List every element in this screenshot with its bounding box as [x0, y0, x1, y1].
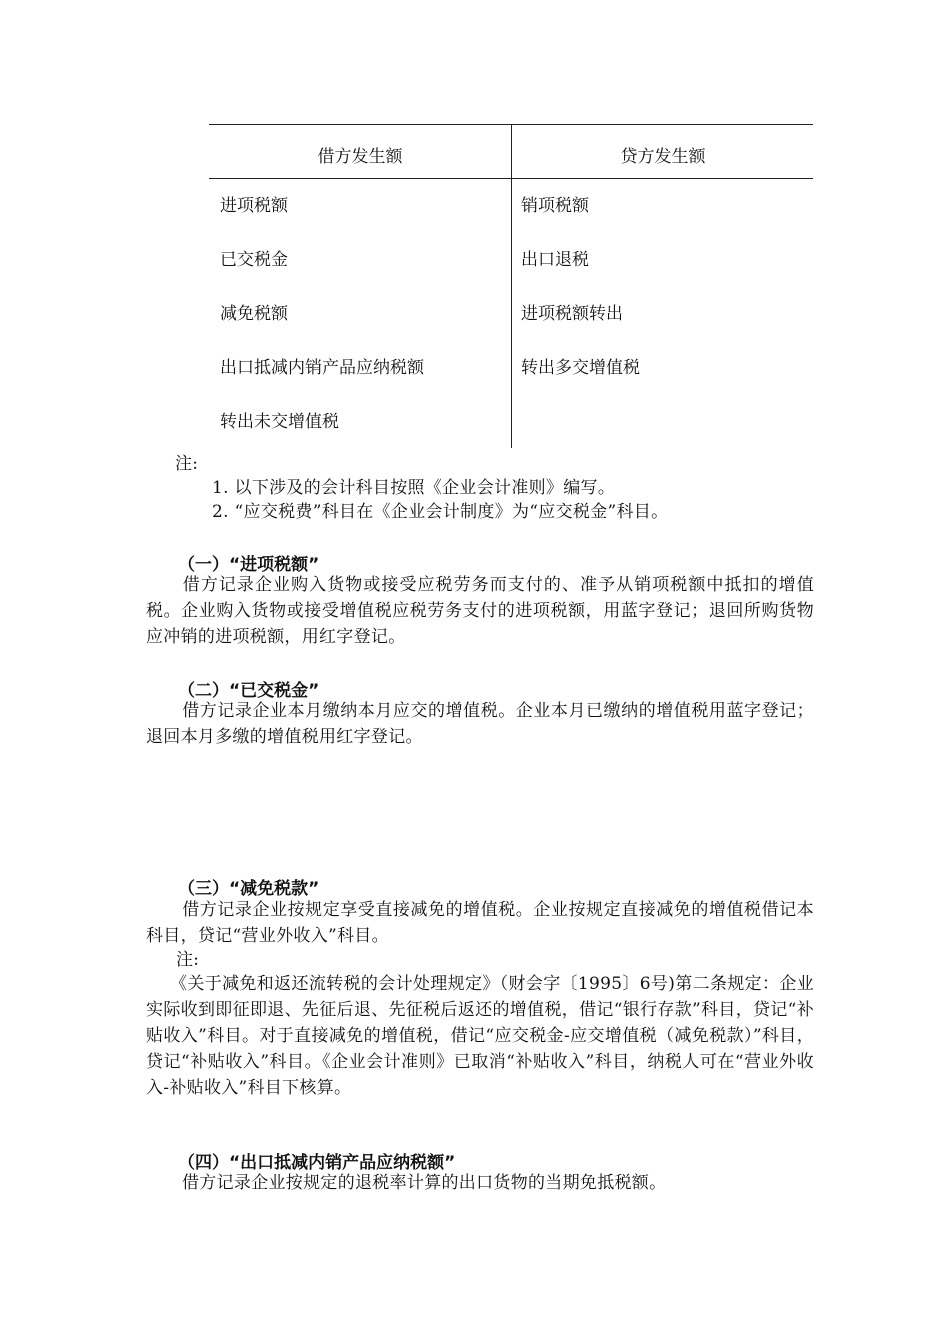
- debit-header: 借方发生额: [317, 147, 403, 167]
- debit-item: 已交税金: [220, 250, 288, 270]
- section-body: 借方记录企业按规定的退税率计算的出口货物的当期免抵税额。: [182, 1173, 667, 1193]
- debit-item: 减免税额: [220, 304, 288, 324]
- section-heading: （四）“出口抵减内销产品应纳税额”: [178, 1153, 456, 1173]
- credit-item: 进项税额转出: [521, 304, 623, 324]
- note-label: 注:: [176, 950, 200, 970]
- debit-item: 转出未交增值税: [220, 412, 339, 432]
- section-heading: （三）“减免税款”: [178, 879, 320, 899]
- note-body: 《关于减免和返还流转税的会计处理规定》（财会字〔1995〕6号)第二条规定：企业实际收到即征即退、先征后退、先征税后返还的增值税，借记“银行存款”科目，贷记“补贴收入”科目。对于直接减免的增值税，借记“应交税金-应交增值税（减免税款）”科目，贷记“补贴收入”科目。《企业会计准则》已取消“补贴收入”科目，纳税人可在“营业外收入-补贴收入”科目下核算。: [146, 974, 814, 1098]
- note-label: 注:: [175, 454, 199, 474]
- section-heading: （二）“已交税金”: [178, 681, 320, 701]
- debit-item: 进项税额: [220, 196, 288, 216]
- credit-item: 转出多交增值税: [521, 358, 640, 378]
- credit-item: 出口退税: [521, 250, 589, 270]
- section-body: 借方记录企业本月缴纳本月应交的增值税。企业本月已缴纳的增值税用蓝字登记；退回本月多缴的增值税用红字登记。: [146, 701, 814, 747]
- note-item: 1. 以下涉及的会计科目按照《企业会计准则》编写。: [212, 478, 616, 498]
- debit-column: [220, 196, 424, 466]
- section-heading: （一）“进项税额”: [178, 555, 320, 575]
- t-account-table: [209, 124, 813, 448]
- credit-item: 销项税额: [521, 196, 589, 216]
- table-center-rule: [511, 124, 512, 448]
- section-body: 借方记录企业购入货物或接受应税劳务而支付的、准予从销项税额中抵扣的增值税。企业购入货物或接受增值税应税劳务支付的进项税额，用蓝字登记；退回所购货物应冲销的进项税额，用红字登记。: [146, 575, 814, 647]
- credit-column: [521, 196, 640, 412]
- note-item: 2. “应交税费”科目在《企业会计制度》为“应交税金”科目。: [212, 502, 669, 522]
- section-body: 借方记录企业按规定享受直接减免的增值税。企业按规定直接减免的增值税借记本科目，贷记“营业外收入”科目。: [146, 900, 814, 946]
- credit-header: 贷方发生额: [620, 147, 706, 167]
- debit-item: 出口抵减内销产品应纳税额: [220, 358, 424, 378]
